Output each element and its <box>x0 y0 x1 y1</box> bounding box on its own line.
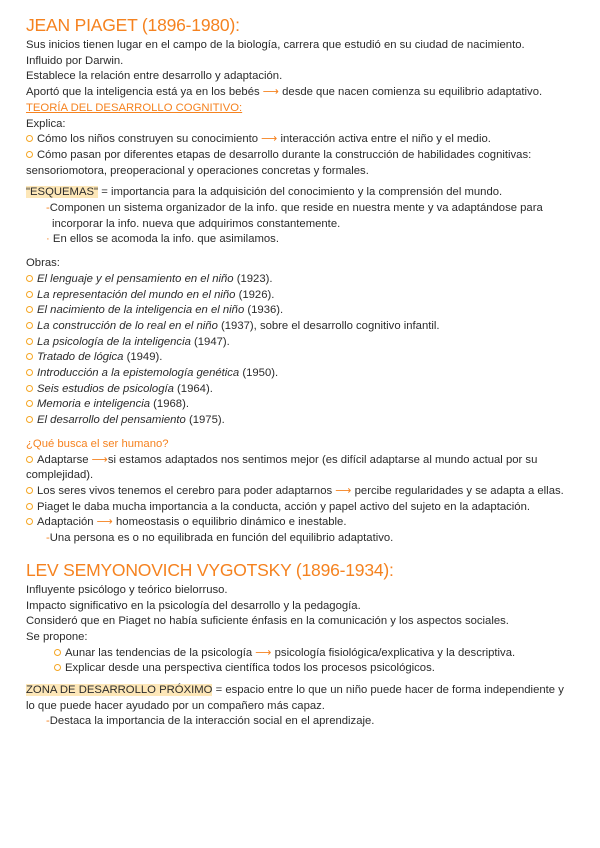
vygotsky-intro-3: Consideró que en Piaget no había suficiente énfasis en la comunicación y los aspectos sociales. <box>26 615 509 628</box>
proposal-item-1 <box>26 646 586 662</box>
book-year: (1947). <box>190 335 230 348</box>
spacer <box>26 547 586 559</box>
list-item <box>26 382 586 398</box>
dash-icon: - <box>46 532 50 545</box>
book-year: (1937), sobre el desarrollo cognitivo infantil. <box>217 319 440 332</box>
piaget-intel-line <box>26 85 586 101</box>
text: Una persona es o no equilibrada en función del equilibrio adaptativo. <box>49 532 394 545</box>
explica-item-1 <box>26 132 586 148</box>
text: homeostasis o equilibrio dinámico e inestable. <box>116 516 347 529</box>
text: Aportó que la inteligencia está ya en los bebés <box>26 86 260 99</box>
text: desde que nacen comienza su equilibrio adaptativo. <box>282 86 543 99</box>
esquemas-sub-1-cont: incorporar la info. nueva que adquirimos constantemente. <box>52 217 341 230</box>
dot-icon: · <box>46 233 50 246</box>
zdp-line-cont: lo que puede hacer ayudado por un compañero más capaz. <box>26 699 325 712</box>
text: Componen un sistema organizador de la info. que reside en nuestra mente y va adaptándose para <box>49 202 543 215</box>
circle-bullet-icon <box>26 456 33 463</box>
theory-heading: TEORÍA DEL DESARROLLO COGNITIVO: <box>26 101 243 114</box>
busca-item-2 <box>26 484 586 500</box>
explica-label: Explica: <box>26 117 66 130</box>
esquemas-sub-1 <box>26 201 586 217</box>
zdp-line <box>26 683 586 699</box>
arrow-icon: ⟶ <box>262 86 279 99</box>
book-title: Tratado de lógica <box>37 351 124 364</box>
list-item <box>26 272 586 288</box>
book-year: (1923). <box>233 272 273 285</box>
text: si estamos adaptados nos sentimos mejor (es difícil adaptarse al mundo actual por su <box>107 453 538 466</box>
circle-bullet-icon <box>26 275 33 282</box>
arrow-icon: ⟶ <box>96 516 113 529</box>
circle-bullet-icon <box>26 353 33 360</box>
circle-bullet-icon <box>26 518 33 525</box>
book-title: Memoria e inteligencia <box>37 398 151 411</box>
esquemas-line <box>26 185 586 201</box>
circle-bullet-icon <box>26 135 33 142</box>
book-year: (1926). <box>235 288 275 301</box>
book-title: El nacimiento de la inteligencia en el niño <box>37 304 245 317</box>
list-item <box>26 413 586 429</box>
text: interacción activa entre el niño y el medio. <box>280 133 491 146</box>
text: En ellos se acomoda la info. que asimilamos. <box>52 233 279 246</box>
text: Cómo pasan por diferentes etapas de desarrollo durante la construcción de habilidades cognitivas: <box>37 148 532 161</box>
circle-bullet-icon <box>54 664 61 671</box>
list-item <box>26 366 586 382</box>
busca-item-4 <box>26 515 586 531</box>
busca-item-3 <box>26 500 586 516</box>
book-title: La representación del mundo en el niño <box>37 288 236 301</box>
text: Aunar las tendencias de la psicología <box>65 646 253 659</box>
arrow-icon: ⟶ <box>261 133 278 146</box>
list-item <box>26 288 586 304</box>
list-item <box>26 319 586 335</box>
piaget-title: JEAN PIAGET (1896-1980): <box>26 15 240 35</box>
busca-item-4-sub <box>26 531 586 547</box>
text: psicología fisiológica/explicativa y la descriptiva. <box>274 646 516 659</box>
book-title: El lenguaje y el pensamiento en el niño <box>37 272 234 285</box>
text: = espacio entre lo que un niño puede hacer de forma independiente y <box>215 684 564 697</box>
book-title: La construcción de lo real en el niño <box>37 319 218 332</box>
list-item <box>26 335 586 351</box>
obras-label: Obras: <box>26 257 60 270</box>
obras-list <box>26 272 586 429</box>
arrow-icon: ⟶ <box>335 484 352 497</box>
arrow-icon: ⟶ <box>91 453 108 466</box>
circle-bullet-icon <box>26 291 33 298</box>
esquemas-sub-2 <box>26 232 586 248</box>
text: Adaptación <box>37 516 94 529</box>
book-year: (1968). <box>150 398 189 411</box>
spacer <box>26 429 586 437</box>
text: percibe regularidades y se adapta a ellas. <box>354 484 564 497</box>
circle-bullet-icon <box>26 338 33 345</box>
piaget-intro-2: Influido por Darwin. <box>26 54 124 67</box>
book-title: El desarrollo del pensamiento <box>37 414 186 427</box>
explica-item-2-cont: sensoriomotora, preoperacional y operaciones concretas y formales. <box>26 164 369 177</box>
circle-bullet-icon <box>26 151 33 158</box>
text: Los seres vivos tenemos el cerebro para poder adaptarnos <box>37 484 333 497</box>
vygotsky-intro-4: Se propone: <box>26 630 88 643</box>
vygotsky-intro-2: Impacto significativo en la psicología del desarrollo y la pedagogía. <box>26 599 361 612</box>
circle-bullet-icon <box>26 369 33 376</box>
book-title: Seis estudios de psicología <box>37 382 174 395</box>
book-title: Introducción a la epistemología genética <box>37 367 240 380</box>
document-page <box>26 14 586 730</box>
dash-icon: - <box>46 715 50 728</box>
piaget-intro-3: Establece la relación entre desarrollo y adaptación. <box>26 70 283 83</box>
circle-bullet-icon <box>26 385 33 392</box>
text: Explicar desde una perspectiva científica todos los procesos psicológicos. <box>65 662 435 675</box>
list-item <box>26 350 586 366</box>
circle-bullet-icon <box>26 487 33 494</box>
text: Piaget le daba mucha importancia a la conducta, acción y papel activo del sujeto en la adaptación. <box>37 500 530 513</box>
list-item <box>26 397 586 413</box>
circle-bullet-icon <box>26 400 33 407</box>
busca-heading: ¿Qué busca el ser humano? <box>26 437 169 450</box>
vygotsky-intro-1: Influyente psicólogo y teórico bielorruso. <box>26 583 228 596</box>
circle-bullet-icon <box>26 306 33 313</box>
book-title: La psicología de la inteligencia <box>37 335 191 348</box>
book-year: (1936). <box>244 304 284 317</box>
busca-item-1-cont: complejidad). <box>26 469 94 482</box>
vygotsky-title: LEV SEMYONOVICH VYGOTSKY (1896-1934): <box>26 559 394 580</box>
text: Cómo los niños construyen su conocimiento <box>37 133 259 146</box>
book-year: (1950). <box>239 367 279 380</box>
highlighted-term: ZONA DE DESARROLLO PRÓXIMO <box>26 684 213 697</box>
explica-item-2 <box>26 148 586 164</box>
text: Adaptarse <box>37 453 89 466</box>
list-item <box>26 303 586 319</box>
text: Destaca la importancia de la interacción social en el aprendizaje. <box>49 715 375 728</box>
zdp-sub <box>26 714 586 730</box>
spacer <box>26 248 586 256</box>
circle-bullet-icon <box>26 416 33 423</box>
busca-item-1 <box>26 453 586 469</box>
dash-icon: - <box>46 202 50 215</box>
arrow-icon: ⟶ <box>255 646 272 659</box>
circle-bullet-icon <box>54 649 61 656</box>
proposal-item-2 <box>26 661 586 677</box>
book-year: (1975). <box>185 414 225 427</box>
circle-bullet-icon <box>26 322 33 329</box>
piaget-intro-1: Sus inicios tienen lugar en el campo de la biología, carrera que estudió en su ciudad de nacimiento. <box>26 39 525 51</box>
book-year: (1949). <box>123 351 163 364</box>
text: = importancia para la adquisición del conocimiento y la comprensión del mundo. <box>101 186 503 199</box>
highlighted-term: "ESQUEMAS" <box>26 186 99 199</box>
circle-bullet-icon <box>26 503 33 510</box>
book-year: (1964). <box>173 382 213 395</box>
